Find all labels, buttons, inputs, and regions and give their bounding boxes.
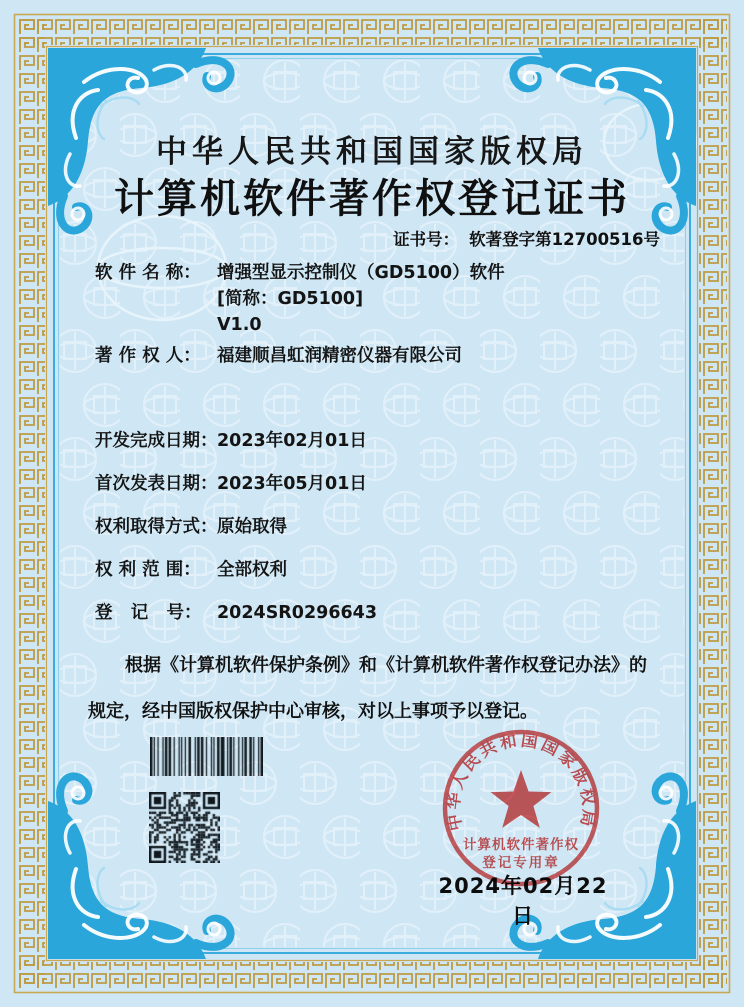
qr-code — [149, 792, 220, 863]
field-label: 著 作 权 人： — [95, 346, 201, 366]
registration-statement: 根据《计算机软件保护条例》和《计算机软件著作权登记办法》的 规定，经中国版权保护中心审核，对以上事项予以登记。 — [88, 655, 647, 722]
field-label: 权利取得方式： — [95, 517, 218, 537]
field-value: 原始取得 — [217, 517, 287, 537]
certificate-number-value: 软著登字第12700516号 — [469, 230, 660, 249]
certificate-number — [393, 226, 660, 250]
field-value: 增强型显示控制仪（GD5100）软件 [简称：GD5100] V1.0 — [217, 263, 505, 335]
field-label: 开发完成日期： — [95, 431, 218, 451]
certificate-title: 计算机软件著作权登记证书 — [114, 176, 630, 222]
field-label: 登 记 号： — [95, 603, 202, 623]
field-label: 权 利 范 围： — [95, 560, 201, 580]
field-value: 2024SR0296643 — [217, 603, 378, 623]
seal-text-line1: 计算机软件著作权 — [463, 837, 579, 853]
field-label: 软 件 名 称： — [95, 263, 201, 283]
certificate-number-label: 证书号： — [393, 230, 460, 249]
field-value: 全部权利 — [217, 560, 287, 580]
official-seal — [431, 716, 611, 900]
field-label: 首次发表日期： — [95, 474, 218, 494]
field-value: 福建顺昌虹润精密仪器有限公司 — [217, 346, 462, 366]
field-value: 2023年02月01日 — [217, 431, 367, 451]
issuer-title: 中华人民共和国国家版权局 — [156, 134, 588, 170]
seal-graphic — [431, 716, 611, 900]
seal-text-line2: 登记专用章 — [482, 855, 560, 871]
star-icon — [491, 770, 552, 828]
field-value: 2023年05月01日 — [217, 474, 367, 494]
issue-date: 2024年02月22日 — [438, 874, 608, 928]
barcode — [150, 737, 263, 776]
seal-ring-text: 中华人民共和国国家版权局 — [443, 730, 599, 833]
